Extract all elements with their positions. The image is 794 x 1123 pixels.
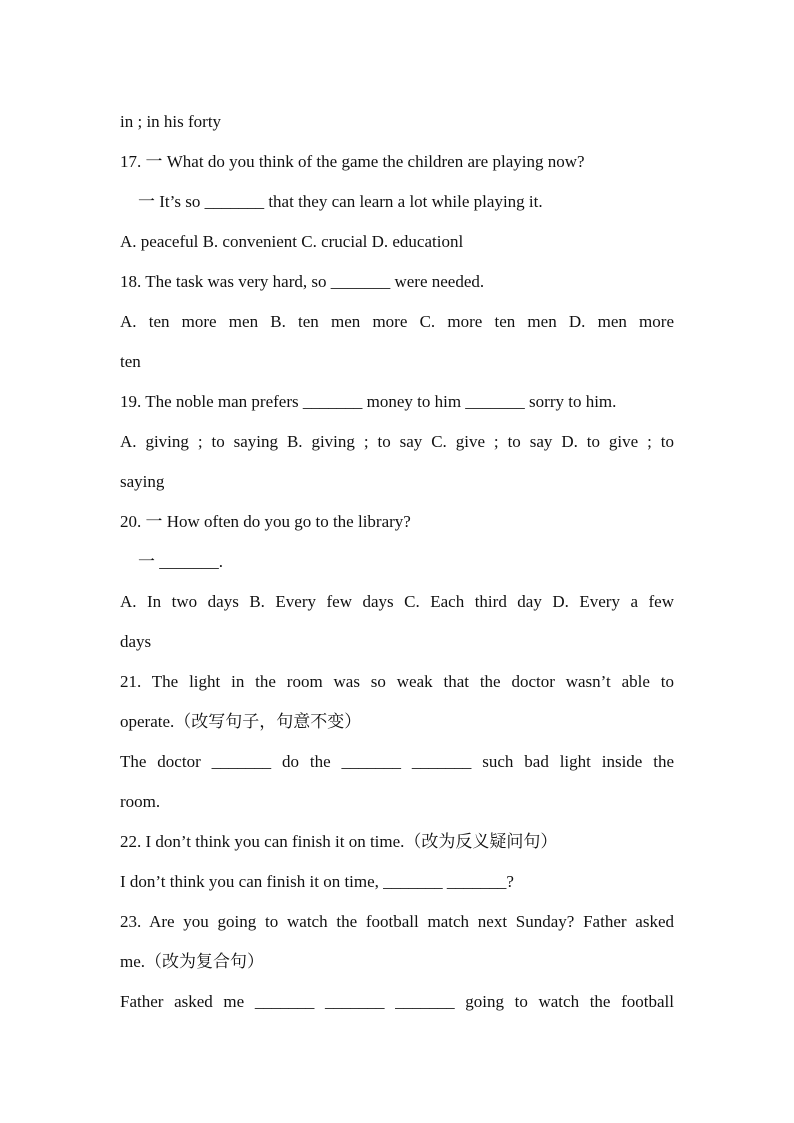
question-18-options-continued: ten (120, 352, 141, 371)
question-17-prompt: 17. 一 What do you think of the game the children are playing now? (120, 152, 585, 171)
document-page (120, 102, 674, 1022)
question-21-prompt: 21. The light in the room was so weak that the doctor wasn’t able to (120, 672, 674, 691)
question-19-prompt: 19. The noble man prefers _______ money to him _______ sorry to him. (120, 392, 617, 411)
question-17-options: A. peaceful B. convenient C. crucial D. educationl (120, 232, 464, 251)
question-20-prompt: 20. 一 How often do you go to the library? (120, 512, 411, 531)
question-20-options-continued: days (120, 632, 152, 651)
question-23-prompt-continued: me.（改为复合句） (120, 952, 265, 971)
question-18-options: A. ten more men B. ten men more C. more ten men D. men more (120, 312, 674, 331)
question-23-prompt: 23. Are you going to watch the football match next Sunday? Father asked (120, 912, 674, 931)
question-18-prompt: 18. The task was very hard, so _______ were needed. (120, 272, 485, 291)
question-23-answer-line: Father asked me _______ _______ _______ going to watch the football (120, 992, 674, 1011)
question-17-response: 一 It’s so _______ that they can learn a lot while playing it. (138, 192, 543, 211)
text-line-q16-answer-continued: in ; in his forty (120, 112, 222, 131)
question-21-answer-line: The doctor _______ do the _______ _______ such bad light inside the (120, 752, 674, 771)
question-19-options-continued: saying (120, 472, 165, 491)
question-20-options: A. In two days B. Every few days C. Each third day D. Every a few (120, 592, 674, 611)
question-19-options: A. giving ; to saying B. giving ; to say C. give ; to say D. to give ; to (120, 432, 674, 451)
question-21-prompt-continued: operate.（改写句子，句意不变） (120, 712, 362, 731)
question-22-answer-line: I don’t think you can finish it on time, _______ _______? (120, 872, 514, 891)
question-22-prompt: 22. I don’t think you can finish it on time.（改为反义疑问句） (120, 832, 558, 851)
question-20-response: 一 _______. (138, 552, 223, 571)
question-21-answer-line-continued: room. (120, 792, 161, 811)
